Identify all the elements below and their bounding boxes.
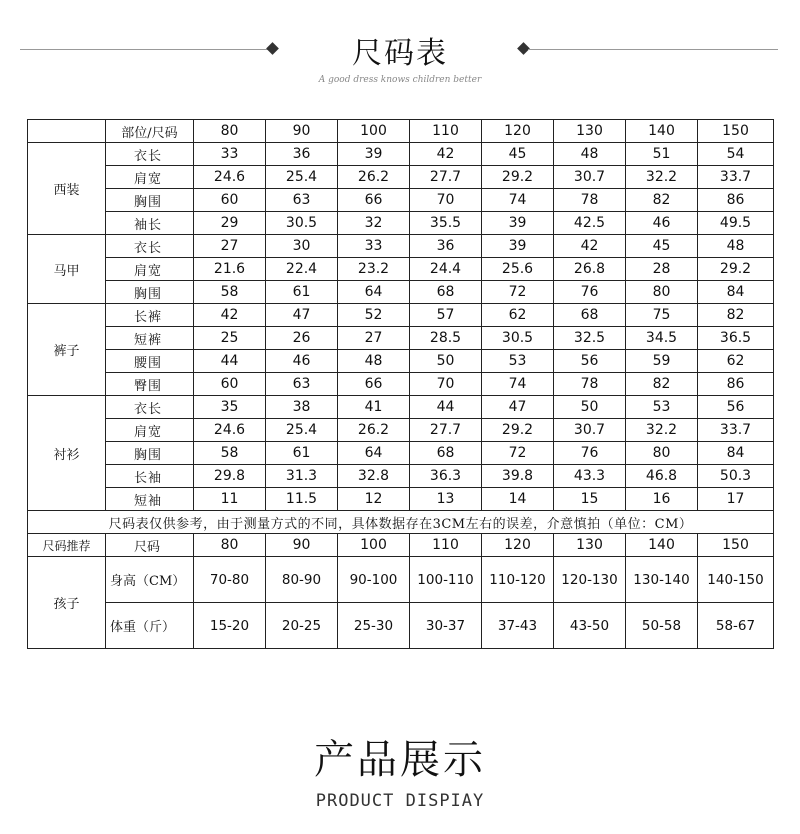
value-cell: 31.3 xyxy=(266,465,338,488)
value-cell: 72 xyxy=(482,281,554,304)
value-cell: 15 xyxy=(554,488,626,511)
value-cell: 36.3 xyxy=(410,465,482,488)
value-cell: 48 xyxy=(338,350,410,373)
value-cell: 68 xyxy=(410,281,482,304)
value-cell: 82 xyxy=(626,189,698,212)
value-cell: 30.7 xyxy=(554,419,626,442)
table-row xyxy=(28,304,774,327)
value-cell: 32.2 xyxy=(626,419,698,442)
value-cell: 44 xyxy=(194,350,266,373)
value-cell: 32.5 xyxy=(554,327,626,350)
part-cell: 体重（斤） xyxy=(106,603,194,649)
value-cell: 80-90 xyxy=(266,557,338,603)
product-display-subtitle: PRODUCT DISPIAY xyxy=(315,791,485,811)
value-cell: 29.2 xyxy=(482,419,554,442)
value-cell: 58-67 xyxy=(698,603,774,649)
value-cell: 78 xyxy=(554,373,626,396)
value-cell: 36 xyxy=(410,235,482,258)
value-cell: 12 xyxy=(338,488,410,511)
table-row xyxy=(28,419,774,442)
value-cell: 100-110 xyxy=(410,557,482,603)
table-row xyxy=(28,603,774,649)
value-cell: 72 xyxy=(482,442,554,465)
value-cell: 30 xyxy=(266,235,338,258)
value-cell: 59 xyxy=(626,350,698,373)
value-cell: 25 xyxy=(194,327,266,350)
value-cell: 42 xyxy=(410,143,482,166)
table-row xyxy=(28,442,774,465)
table-row xyxy=(28,212,774,235)
table-row xyxy=(28,465,774,488)
size-header: 110 xyxy=(410,534,482,557)
value-cell: 32 xyxy=(338,212,410,235)
table-row xyxy=(28,235,774,258)
value-cell: 49.5 xyxy=(698,212,774,235)
category-cell: 马甲 xyxy=(28,235,106,304)
table-row xyxy=(28,557,774,603)
value-cell: 39.8 xyxy=(482,465,554,488)
value-cell: 110-120 xyxy=(482,557,554,603)
part-cell: 短裤 xyxy=(106,327,194,350)
value-cell: 11 xyxy=(194,488,266,511)
part-cell: 身高（CM） xyxy=(106,557,194,603)
note-row xyxy=(28,511,774,534)
value-cell: 66 xyxy=(338,373,410,396)
value-cell: 86 xyxy=(698,373,774,396)
header-label: 部位/尺码 xyxy=(106,120,194,143)
size-header: 110 xyxy=(410,120,482,143)
value-cell: 37-43 xyxy=(482,603,554,649)
value-cell: 33.7 xyxy=(698,419,774,442)
header-divider-right xyxy=(528,49,778,50)
value-cell: 120-130 xyxy=(554,557,626,603)
part-cell: 胸围 xyxy=(106,442,194,465)
value-cell: 39 xyxy=(482,212,554,235)
value-cell: 15-20 xyxy=(194,603,266,649)
value-cell: 27 xyxy=(338,327,410,350)
value-cell: 58 xyxy=(194,281,266,304)
value-cell: 70 xyxy=(410,373,482,396)
table-header-row xyxy=(28,120,774,143)
table-row xyxy=(28,373,774,396)
table-row xyxy=(28,350,774,373)
part-cell: 长裤 xyxy=(106,304,194,327)
value-cell: 25-30 xyxy=(338,603,410,649)
value-cell: 42 xyxy=(194,304,266,327)
value-cell: 45 xyxy=(626,235,698,258)
size-header: 100 xyxy=(338,534,410,557)
value-cell: 48 xyxy=(554,143,626,166)
size-header: 120 xyxy=(482,534,554,557)
category-cell: 衬衫 xyxy=(28,396,106,511)
size-header: 90 xyxy=(266,534,338,557)
value-cell: 47 xyxy=(482,396,554,419)
value-cell: 63 xyxy=(266,373,338,396)
value-cell: 44 xyxy=(410,396,482,419)
value-cell: 34.5 xyxy=(626,327,698,350)
value-cell: 29.2 xyxy=(698,258,774,281)
value-cell: 53 xyxy=(626,396,698,419)
value-cell: 33.7 xyxy=(698,166,774,189)
value-cell: 62 xyxy=(482,304,554,327)
value-cell: 36.5 xyxy=(698,327,774,350)
value-cell: 35 xyxy=(194,396,266,419)
value-cell: 61 xyxy=(266,442,338,465)
value-cell: 46 xyxy=(626,212,698,235)
value-cell: 60 xyxy=(194,189,266,212)
value-cell: 50-58 xyxy=(626,603,698,649)
value-cell: 46.8 xyxy=(626,465,698,488)
table-row xyxy=(28,396,774,419)
value-cell: 82 xyxy=(626,373,698,396)
value-cell: 24.6 xyxy=(194,166,266,189)
category-cell: 西装 xyxy=(28,143,106,235)
value-cell: 26.2 xyxy=(338,166,410,189)
recommend-size-label: 尺码 xyxy=(106,534,194,557)
value-cell: 14 xyxy=(482,488,554,511)
value-cell: 16 xyxy=(626,488,698,511)
value-cell: 23.2 xyxy=(338,258,410,281)
size-header: 80 xyxy=(194,120,266,143)
value-cell: 140-150 xyxy=(698,557,774,603)
value-cell: 42 xyxy=(554,235,626,258)
value-cell: 21.6 xyxy=(194,258,266,281)
value-cell: 51 xyxy=(626,143,698,166)
part-cell: 衣长 xyxy=(106,396,194,419)
value-cell: 30.5 xyxy=(266,212,338,235)
value-cell: 46 xyxy=(266,350,338,373)
value-cell: 50.3 xyxy=(698,465,774,488)
value-cell: 35.5 xyxy=(410,212,482,235)
value-cell: 86 xyxy=(698,189,774,212)
value-cell: 80 xyxy=(626,281,698,304)
value-cell: 76 xyxy=(554,281,626,304)
value-cell: 27 xyxy=(194,235,266,258)
value-cell: 39 xyxy=(482,235,554,258)
part-cell: 肩宽 xyxy=(106,419,194,442)
value-cell: 26.8 xyxy=(554,258,626,281)
value-cell: 74 xyxy=(482,189,554,212)
recommend-header-row xyxy=(28,534,774,557)
value-cell: 25.4 xyxy=(266,419,338,442)
value-cell: 57 xyxy=(410,304,482,327)
category-cell: 孩子 xyxy=(28,557,106,649)
size-header: 140 xyxy=(626,120,698,143)
value-cell: 22.4 xyxy=(266,258,338,281)
part-cell: 腰围 xyxy=(106,350,194,373)
value-cell: 130-140 xyxy=(626,557,698,603)
value-cell: 60 xyxy=(194,373,266,396)
value-cell: 84 xyxy=(698,281,774,304)
value-cell: 62 xyxy=(698,350,774,373)
value-cell: 56 xyxy=(554,350,626,373)
value-cell: 26.2 xyxy=(338,419,410,442)
size-header: 150 xyxy=(698,534,774,557)
value-cell: 25.4 xyxy=(266,166,338,189)
part-cell: 衣长 xyxy=(106,235,194,258)
table-row xyxy=(28,143,774,166)
value-cell: 29.8 xyxy=(194,465,266,488)
value-cell: 32.2 xyxy=(626,166,698,189)
part-cell: 袖长 xyxy=(106,212,194,235)
value-cell: 70-80 xyxy=(194,557,266,603)
value-cell: 32.8 xyxy=(338,465,410,488)
value-cell: 82 xyxy=(698,304,774,327)
value-cell: 66 xyxy=(338,189,410,212)
value-cell: 64 xyxy=(338,442,410,465)
value-cell: 56 xyxy=(698,396,774,419)
table-row xyxy=(28,189,774,212)
value-cell: 43-50 xyxy=(554,603,626,649)
value-cell: 28 xyxy=(626,258,698,281)
product-display-title: 产品展示 xyxy=(314,737,486,783)
size-header: 130 xyxy=(554,534,626,557)
value-cell: 11.5 xyxy=(266,488,338,511)
value-cell: 30.7 xyxy=(554,166,626,189)
part-cell: 胸围 xyxy=(106,189,194,212)
value-cell: 45 xyxy=(482,143,554,166)
value-cell: 42.5 xyxy=(554,212,626,235)
value-cell: 27.7 xyxy=(410,419,482,442)
size-header: 140 xyxy=(626,534,698,557)
value-cell: 30.5 xyxy=(482,327,554,350)
value-cell: 28.5 xyxy=(410,327,482,350)
value-cell: 70 xyxy=(410,189,482,212)
part-cell: 肩宽 xyxy=(106,258,194,281)
value-cell: 13 xyxy=(410,488,482,511)
part-cell: 短袖 xyxy=(106,488,194,511)
size-chart-header xyxy=(0,0,800,100)
value-cell: 61 xyxy=(266,281,338,304)
value-cell: 24.6 xyxy=(194,419,266,442)
value-cell: 64 xyxy=(338,281,410,304)
value-cell: 25.6 xyxy=(482,258,554,281)
value-cell: 75 xyxy=(626,304,698,327)
size-header: 100 xyxy=(338,120,410,143)
value-cell: 41 xyxy=(338,396,410,419)
table-row xyxy=(28,258,774,281)
value-cell: 17 xyxy=(698,488,774,511)
table-row xyxy=(28,166,774,189)
value-cell: 50 xyxy=(554,396,626,419)
value-cell: 74 xyxy=(482,373,554,396)
value-cell: 20-25 xyxy=(266,603,338,649)
part-cell: 衣长 xyxy=(106,143,194,166)
value-cell: 47 xyxy=(266,304,338,327)
page-subtitle: A good dress knows children better xyxy=(318,75,482,85)
size-table xyxy=(27,119,774,649)
recommend-label: 尺码推荐 xyxy=(28,534,106,557)
value-cell: 27.7 xyxy=(410,166,482,189)
page-title: 尺码表 xyxy=(352,36,448,71)
value-cell: 33 xyxy=(194,143,266,166)
table-row xyxy=(28,327,774,350)
value-cell: 30-37 xyxy=(410,603,482,649)
size-header: 90 xyxy=(266,120,338,143)
table-row xyxy=(28,281,774,304)
value-cell: 78 xyxy=(554,189,626,212)
value-cell: 50 xyxy=(410,350,482,373)
value-cell: 80 xyxy=(626,442,698,465)
value-cell: 54 xyxy=(698,143,774,166)
category-cell: 裤子 xyxy=(28,304,106,396)
value-cell: 84 xyxy=(698,442,774,465)
size-header: 120 xyxy=(482,120,554,143)
size-header: 130 xyxy=(554,120,626,143)
part-cell: 胸围 xyxy=(106,281,194,304)
disclaimer-note: 尺码表仅供参考，由于测量方式的不同，具体数据存在3CM左右的误差，介意慎拍（单位：CM） xyxy=(28,511,774,534)
value-cell: 68 xyxy=(410,442,482,465)
part-cell: 臀围 xyxy=(106,373,194,396)
value-cell: 90-100 xyxy=(338,557,410,603)
size-header: 80 xyxy=(194,534,266,557)
part-cell: 长袖 xyxy=(106,465,194,488)
value-cell: 29 xyxy=(194,212,266,235)
value-cell: 33 xyxy=(338,235,410,258)
value-cell: 48 xyxy=(698,235,774,258)
value-cell: 58 xyxy=(194,442,266,465)
value-cell: 36 xyxy=(266,143,338,166)
table-row xyxy=(28,488,774,511)
value-cell: 24.4 xyxy=(410,258,482,281)
value-cell: 26 xyxy=(266,327,338,350)
value-cell: 63 xyxy=(266,189,338,212)
value-cell: 76 xyxy=(554,442,626,465)
value-cell: 68 xyxy=(554,304,626,327)
value-cell: 39 xyxy=(338,143,410,166)
part-cell: 肩宽 xyxy=(106,166,194,189)
value-cell: 52 xyxy=(338,304,410,327)
value-cell: 29.2 xyxy=(482,166,554,189)
size-header: 150 xyxy=(698,120,774,143)
value-cell: 38 xyxy=(266,396,338,419)
value-cell: 53 xyxy=(482,350,554,373)
corner-cell xyxy=(28,120,106,143)
value-cell: 43.3 xyxy=(554,465,626,488)
